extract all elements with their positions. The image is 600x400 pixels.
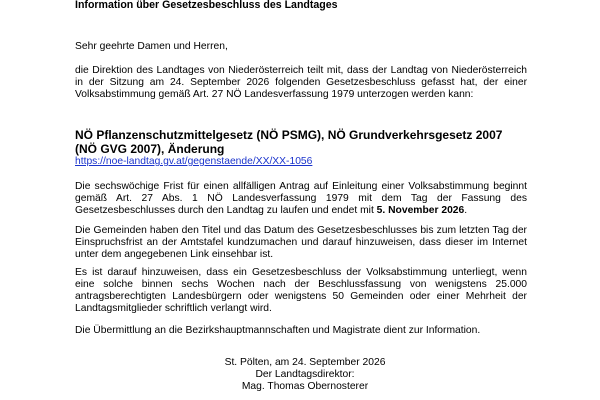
signature-block <box>205 357 405 393</box>
deadline-date: 5. November 2026 <box>376 205 465 216</box>
law-link[interactable]: https://noe-landtag.gv.at/gegenstaende/XX/XX-1056 <box>75 156 313 167</box>
signature-place-date: St. Pölten, am 24. September 2026 <box>224 357 386 368</box>
transmission-paragraph: Die Übermittlung an die Bezirkshauptmannschaften und Magistrate dient zur Information. <box>75 325 481 336</box>
deadline-end: . <box>464 205 468 216</box>
deadline-paragraph <box>75 181 527 217</box>
law-title: NÖ Pflanzenschutzmittelgesetz (NÖ PSMG), NÖ Grundverkehrsgesetz 2007 (NÖ GVG 2007), Änderung <box>75 128 503 156</box>
municipalities-paragraph: Die Gemeinden haben den Titel und das Datum des Gesetzesbeschlusses bis zum letzten Tag der Einspruchsfrist an der Amtstafel kundzumachen und darauf hinzuweisen, dass dieser im Internet unter dem angegebenen Link einsehbar ist. <box>75 225 527 260</box>
signature-role: Der Landtagsdirektor: <box>255 369 355 380</box>
intro-paragraph: die Direktion des Landtages von Niederösterreich teilt mit, dass der Landtag von Niederösterreich in der Sitzung am 24. September 2026 folgenden Gesetzesbeschluss gefasst hat, der einer Volksabstimmung gemäß Art. 27 NÖ Landesverfassung 1979 unterzogen werden kann: <box>75 65 527 100</box>
document-title: Information über Gesetzesbeschluss des Landtages <box>75 0 338 11</box>
notice-paragraph: Es ist darauf hinzuweisen, dass ein Gesetzesbeschluss der Volksabstimmung unterliegt, wenn eine solche binnen sechs Wochen nach der Beschlussfassung von wenigstens 25.000 antragsberechtigten Landesbürgern oder wenigstens 50 Gemeinden oder einer Mehrheit der Landtagsmitglieder schriftlich verlangt wird. <box>75 267 527 314</box>
signature-name: Mag. Thomas Obernosterer <box>241 381 369 392</box>
deadline-text: Die sechswöchige Frist für einen allfälligen Antrag auf Einleitung einer Volksabstimmung beginnt gemäß Art. 27 Abs. 1 NÖ Landesverfassung 1979 mit dem Tag der Fassung des Gesetzesbeschlusses durch den Landtag zu laufen und endet mit <box>75 181 527 216</box>
document-page <box>75 0 527 400</box>
salutation: Sehr geehrte Damen und Herren, <box>75 41 228 52</box>
